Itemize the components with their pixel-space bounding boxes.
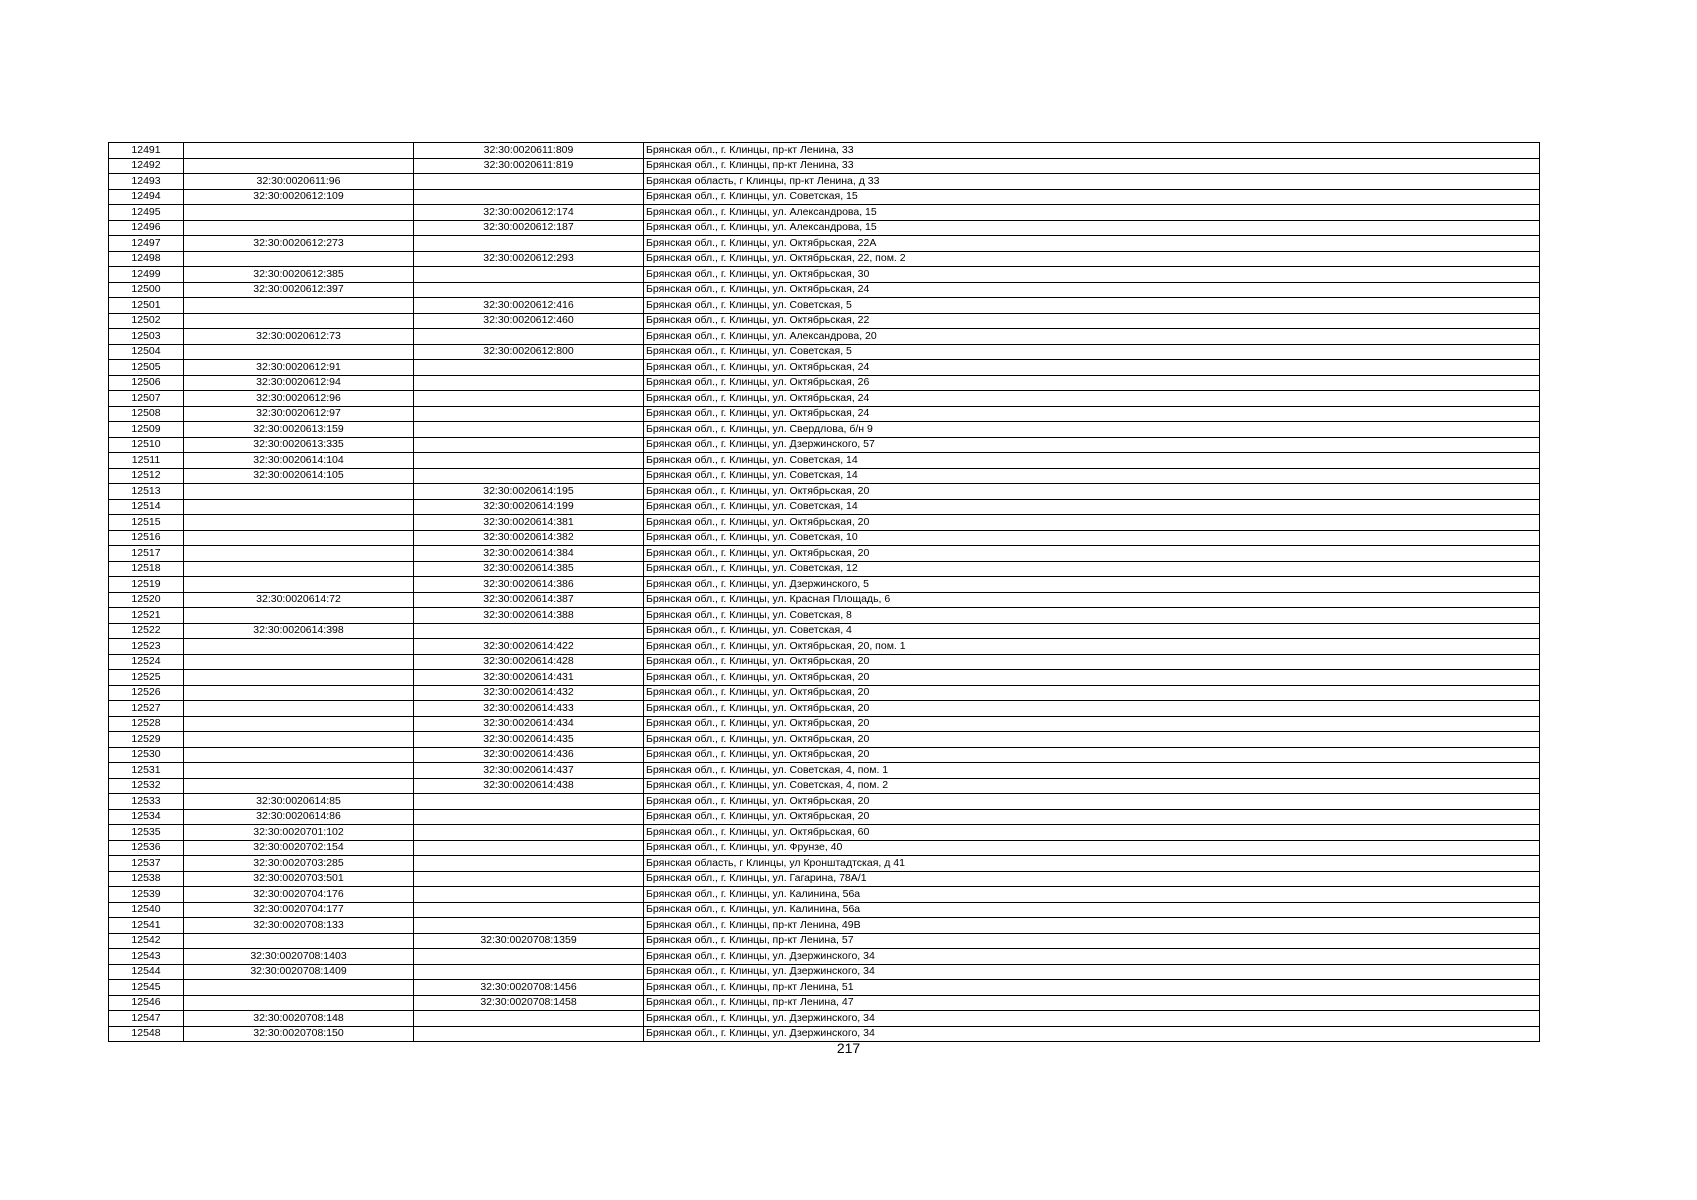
table-row (109, 980, 1540, 996)
cadastral-number-cell: 32:30:0020612:109 (184, 189, 414, 205)
table-row (109, 391, 1540, 407)
address-cell: Брянская обл., г. Клинцы, ул. Советская, 14 (644, 453, 1540, 469)
row-number-cell: 12511 (109, 453, 184, 469)
cadastral-number-cell: 32:30:0020612:96 (184, 391, 414, 407)
cadastral-number-cell (184, 143, 414, 159)
table-row (109, 732, 1540, 748)
cadastral-number-secondary-cell: 32:30:0020614:384 (414, 546, 644, 562)
table-row (109, 623, 1540, 639)
row-number-cell: 12543 (109, 949, 184, 965)
cadastral-number-secondary-cell (414, 189, 644, 205)
row-number-cell: 12495 (109, 205, 184, 221)
table-row (109, 251, 1540, 267)
table-row (109, 763, 1540, 779)
table-row (109, 344, 1540, 360)
cadastral-number-secondary-cell (414, 856, 644, 872)
row-number-cell: 12506 (109, 375, 184, 391)
cadastral-number-cell: 32:30:0020614:72 (184, 592, 414, 608)
address-cell: Брянская обл., г. Клинцы, ул. Александрова, 15 (644, 205, 1540, 221)
table-row (109, 329, 1540, 345)
registry-table (108, 142, 1540, 1042)
cadastral-number-secondary-cell: 32:30:0020708:1458 (414, 995, 644, 1011)
cadastral-number-secondary-cell: 32:30:0020614:438 (414, 778, 644, 794)
cadastral-number-secondary-cell (414, 267, 644, 283)
cadastral-number-cell (184, 608, 414, 624)
cadastral-number-secondary-cell (414, 236, 644, 252)
cadastral-number-secondary-cell: 32:30:0020611:819 (414, 158, 644, 174)
table-row (109, 313, 1540, 329)
row-number-cell: 12547 (109, 1011, 184, 1027)
cadastral-number-cell (184, 747, 414, 763)
table-row (109, 220, 1540, 236)
address-cell: Брянская обл., г. Клинцы, ул. Октябрьская, 22 (644, 313, 1540, 329)
address-cell: Брянская обл., г. Клинцы, ул. Советская, 4, пом. 1 (644, 763, 1540, 779)
row-number-cell: 12498 (109, 251, 184, 267)
cadastral-number-secondary-cell (414, 623, 644, 639)
address-cell: Брянская обл., г. Клинцы, ул. Фрунзе, 40 (644, 840, 1540, 856)
address-cell: Брянская обл., г. Клинцы, ул. Октябрьская, 20 (644, 546, 1540, 562)
cadastral-number-cell (184, 577, 414, 593)
table-row (109, 995, 1540, 1011)
cadastral-number-cell (184, 933, 414, 949)
table-row (109, 468, 1540, 484)
table-row (109, 282, 1540, 298)
address-cell: Брянская обл., г. Клинцы, ул. Красная Площадь, 6 (644, 592, 1540, 608)
address-cell: Брянская обл., г. Клинцы, ул. Октябрьская, 20 (644, 701, 1540, 717)
cadastral-number-cell: 32:30:0020613:159 (184, 422, 414, 438)
cadastral-number-cell: 32:30:0020702:154 (184, 840, 414, 856)
cadastral-number-secondary-cell: 32:30:0020612:460 (414, 313, 644, 329)
cadastral-number-cell (184, 220, 414, 236)
cadastral-number-secondary-cell: 32:30:0020614:432 (414, 685, 644, 701)
row-number-cell: 12530 (109, 747, 184, 763)
cadastral-number-secondary-cell: 32:30:0020708:1359 (414, 933, 644, 949)
table-row (109, 701, 1540, 717)
table-row (109, 143, 1540, 159)
address-cell: Брянская обл., г. Клинцы, ул. Октябрьская, 60 (644, 825, 1540, 841)
cadastral-number-secondary-cell: 32:30:0020614:434 (414, 716, 644, 732)
row-number-cell: 12499 (109, 267, 184, 283)
cadastral-number-cell (184, 515, 414, 531)
cadastral-number-cell (184, 251, 414, 267)
address-cell: Брянская обл., г. Клинцы, ул. Калинина, 56а (644, 887, 1540, 903)
address-cell: Брянская обл., г. Клинцы, ул. Советская, 12 (644, 561, 1540, 577)
cadastral-number-secondary-cell (414, 1011, 644, 1027)
cadastral-number-secondary-cell (414, 964, 644, 980)
row-number-cell: 12539 (109, 887, 184, 903)
address-cell: Брянская обл., г. Клинцы, пр-кт Ленина, 49В (644, 918, 1540, 934)
address-cell: Брянская обл., г. Клинцы, ул. Октябрьская, 20 (644, 732, 1540, 748)
row-number-cell: 12525 (109, 670, 184, 686)
cadastral-number-secondary-cell: 32:30:0020614:436 (414, 747, 644, 763)
address-cell: Брянская обл., г. Клинцы, ул. Октябрьская, 20 (644, 515, 1540, 531)
row-number-cell: 12537 (109, 856, 184, 872)
address-cell: Брянская обл., г. Клинцы, ул. Советская, 15 (644, 189, 1540, 205)
address-cell: Брянская обл., г. Клинцы, ул. Советская, 14 (644, 499, 1540, 515)
row-number-cell: 12519 (109, 577, 184, 593)
row-number-cell: 12540 (109, 902, 184, 918)
cadastral-number-secondary-cell: 32:30:0020614:386 (414, 577, 644, 593)
row-number-cell: 12528 (109, 716, 184, 732)
cadastral-number-cell (184, 158, 414, 174)
row-number-cell: 12545 (109, 980, 184, 996)
row-number-cell: 12505 (109, 360, 184, 376)
table-row (109, 825, 1540, 841)
cadastral-number-cell (184, 654, 414, 670)
cadastral-number-secondary-cell (414, 468, 644, 484)
cadastral-number-secondary-cell: 32:30:0020614:431 (414, 670, 644, 686)
row-number-cell: 12533 (109, 794, 184, 810)
table-row (109, 174, 1540, 190)
cadastral-number-cell: 32:30:0020614:104 (184, 453, 414, 469)
cadastral-number-cell: 32:30:0020708:133 (184, 918, 414, 934)
cadastral-number-cell: 32:30:0020703:285 (184, 856, 414, 872)
row-number-cell: 12496 (109, 220, 184, 236)
table-row (109, 778, 1540, 794)
cadastral-number-secondary-cell: 32:30:0020708:1456 (414, 980, 644, 996)
row-number-cell: 12518 (109, 561, 184, 577)
address-cell: Брянская обл., г. Клинцы, ул. Калинина, 56а (644, 902, 1540, 918)
address-cell: Брянская обл., г. Клинцы, ул. Советская, 5 (644, 344, 1540, 360)
table-row (109, 639, 1540, 655)
address-cell: Брянская обл., г. Клинцы, ул. Октябрьская, 20 (644, 809, 1540, 825)
cadastral-number-secondary-cell: 32:30:0020612:174 (414, 205, 644, 221)
row-number-cell: 12510 (109, 437, 184, 453)
address-cell: Брянская обл., г. Клинцы, пр-кт Ленина, 33 (644, 158, 1540, 174)
table-row (109, 236, 1540, 252)
row-number-cell: 12512 (109, 468, 184, 484)
address-cell: Брянская обл., г. Клинцы, ул. Октябрьская, 24 (644, 406, 1540, 422)
address-cell: Брянская обл., г. Клинцы, ул. Октябрьская, 24 (644, 360, 1540, 376)
address-cell: Брянская обл., г. Клинцы, ул. Дзержинского, 34 (644, 1026, 1540, 1042)
address-cell: Брянская обл., г. Клинцы, ул. Советская, 4, пом. 2 (644, 778, 1540, 794)
address-cell: Брянская обл., г. Клинцы, ул. Советская, 4 (644, 623, 1540, 639)
cadastral-number-cell: 32:30:0020708:1409 (184, 964, 414, 980)
row-number-cell: 12523 (109, 639, 184, 655)
cadastral-number-cell (184, 499, 414, 515)
row-number-cell: 12535 (109, 825, 184, 841)
cadastral-number-secondary-cell: 32:30:0020614:199 (414, 499, 644, 515)
table-row (109, 530, 1540, 546)
table-row (109, 887, 1540, 903)
cadastral-number-secondary-cell: 32:30:0020612:293 (414, 251, 644, 267)
cadastral-number-cell: 32:30:0020708:1403 (184, 949, 414, 965)
row-number-cell: 12538 (109, 871, 184, 887)
table-row (109, 747, 1540, 763)
table-row (109, 499, 1540, 515)
cadastral-number-cell: 32:30:0020614:398 (184, 623, 414, 639)
row-number-cell: 12515 (109, 515, 184, 531)
cadastral-number-cell: 32:30:0020614:105 (184, 468, 414, 484)
table-row (109, 670, 1540, 686)
cadastral-number-secondary-cell (414, 840, 644, 856)
address-cell: Брянская обл., г. Клинцы, ул. Советская, 14 (644, 468, 1540, 484)
address-cell: Брянская обл., г. Клинцы, пр-кт Ленина, 33 (644, 143, 1540, 159)
cadastral-number-cell: 32:30:0020704:177 (184, 902, 414, 918)
address-cell: Брянская обл., г. Клинцы, пр-кт Ленина, 51 (644, 980, 1540, 996)
cadastral-number-cell: 32:30:0020701:102 (184, 825, 414, 841)
table-row (109, 484, 1540, 500)
row-number-cell: 12517 (109, 546, 184, 562)
row-number-cell: 12546 (109, 995, 184, 1011)
row-number-cell: 12501 (109, 298, 184, 314)
cadastral-number-secondary-cell (414, 391, 644, 407)
cadastral-number-cell (184, 298, 414, 314)
cadastral-number-cell: 32:30:0020612:273 (184, 236, 414, 252)
row-number-cell: 12500 (109, 282, 184, 298)
cadastral-number-secondary-cell (414, 887, 644, 903)
cadastral-number-secondary-cell (414, 949, 644, 965)
cadastral-number-cell (184, 484, 414, 500)
cadastral-number-secondary-cell: 32:30:0020614:381 (414, 515, 644, 531)
row-number-cell: 12534 (109, 809, 184, 825)
row-number-cell: 12524 (109, 654, 184, 670)
cadastral-number-cell: 32:30:0020612:91 (184, 360, 414, 376)
cadastral-number-secondary-cell: 32:30:0020614:382 (414, 530, 644, 546)
cadastral-number-cell: 32:30:0020614:85 (184, 794, 414, 810)
row-number-cell: 12508 (109, 406, 184, 422)
cadastral-number-secondary-cell: 32:30:0020612:416 (414, 298, 644, 314)
row-number-cell: 12492 (109, 158, 184, 174)
table-row (109, 406, 1540, 422)
address-cell: Брянская обл., г. Клинцы, ул. Октябрьская, 24 (644, 391, 1540, 407)
table-row (109, 949, 1540, 965)
cadastral-number-secondary-cell (414, 375, 644, 391)
cadastral-number-secondary-cell: 32:30:0020612:800 (414, 344, 644, 360)
cadastral-number-secondary-cell: 32:30:0020614:433 (414, 701, 644, 717)
cadastral-number-secondary-cell (414, 437, 644, 453)
address-cell: Брянская обл., г. Клинцы, ул. Дзержинского, 34 (644, 1011, 1540, 1027)
cadastral-number-cell (184, 561, 414, 577)
cadastral-number-secondary-cell: 32:30:0020612:187 (414, 220, 644, 236)
table-row (109, 453, 1540, 469)
cadastral-number-secondary-cell (414, 422, 644, 438)
address-cell: Брянская обл., г. Клинцы, ул. Октябрьская, 20 (644, 654, 1540, 670)
address-cell: Брянская обл., г. Клинцы, ул. Советская, 5 (644, 298, 1540, 314)
cadastral-number-cell (184, 732, 414, 748)
cadastral-number-cell: 32:30:0020611:96 (184, 174, 414, 190)
cadastral-number-cell: 32:30:0020612:73 (184, 329, 414, 345)
table-row (109, 685, 1540, 701)
table-row (109, 360, 1540, 376)
row-number-cell: 12493 (109, 174, 184, 190)
row-number-cell: 12509 (109, 422, 184, 438)
cadastral-number-secondary-cell (414, 453, 644, 469)
table-row (109, 515, 1540, 531)
address-cell: Брянская обл., г. Клинцы, ул. Советская, 8 (644, 608, 1540, 624)
cadastral-number-secondary-cell (414, 174, 644, 190)
row-number-cell: 12503 (109, 329, 184, 345)
cadastral-number-secondary-cell: 32:30:0020614:422 (414, 639, 644, 655)
cadastral-number-cell (184, 344, 414, 360)
row-number-cell: 12541 (109, 918, 184, 934)
cadastral-number-cell: 32:30:0020614:86 (184, 809, 414, 825)
cadastral-number-cell: 32:30:0020704:176 (184, 887, 414, 903)
cadastral-number-secondary-cell: 32:30:0020611:809 (414, 143, 644, 159)
cadastral-number-cell (184, 701, 414, 717)
cadastral-number-secondary-cell (414, 406, 644, 422)
row-number-cell: 12521 (109, 608, 184, 624)
row-number-cell: 12514 (109, 499, 184, 515)
table-row (109, 422, 1540, 438)
table-row (109, 298, 1540, 314)
address-cell: Брянская обл., г. Клинцы, пр-кт Ленина, 47 (644, 995, 1540, 1011)
table-row (109, 577, 1540, 593)
row-number-cell: 12522 (109, 623, 184, 639)
cadastral-number-secondary-cell: 32:30:0020614:437 (414, 763, 644, 779)
table-row (109, 592, 1540, 608)
cadastral-number-cell: 32:30:0020703:501 (184, 871, 414, 887)
cadastral-number-secondary-cell (414, 918, 644, 934)
cadastral-number-secondary-cell: 32:30:0020614:195 (414, 484, 644, 500)
table-row (109, 375, 1540, 391)
row-number-cell: 12520 (109, 592, 184, 608)
cadastral-number-cell (184, 778, 414, 794)
address-cell: Брянская обл., г. Клинцы, ул. Дзержинского, 57 (644, 437, 1540, 453)
address-cell: Брянская область, г Клинцы, пр-кт Ленина, д 33 (644, 174, 1540, 190)
table-row (109, 654, 1540, 670)
registry-table-body (109, 143, 1540, 1042)
cadastral-number-cell (184, 205, 414, 221)
table-row (109, 561, 1540, 577)
address-cell: Брянская обл., г. Клинцы, ул. Советская, 10 (644, 530, 1540, 546)
address-cell: Брянская обл., г. Клинцы, ул. Александрова, 15 (644, 220, 1540, 236)
cadastral-number-cell: 32:30:0020613:335 (184, 437, 414, 453)
address-cell: Брянская обл., г. Клинцы, ул. Октябрьская, 30 (644, 267, 1540, 283)
row-number-cell: 12529 (109, 732, 184, 748)
address-cell: Брянская обл., г. Клинцы, ул. Александрова, 20 (644, 329, 1540, 345)
cadastral-number-cell: 32:30:0020612:94 (184, 375, 414, 391)
page-number: 217 (836, 1040, 861, 1056)
row-number-cell: 12491 (109, 143, 184, 159)
cadastral-number-secondary-cell: 32:30:0020614:388 (414, 608, 644, 624)
row-number-cell: 12536 (109, 840, 184, 856)
cadastral-number-cell (184, 639, 414, 655)
address-cell: Брянская обл., г. Клинцы, ул. Октябрьская, 20 (644, 794, 1540, 810)
address-cell: Брянская область, г Клинцы, ул Кронштадтская, д 41 (644, 856, 1540, 872)
row-number-cell: 12542 (109, 933, 184, 949)
address-cell: Брянская обл., г. Клинцы, ул. Свердлова, б/н 9 (644, 422, 1540, 438)
cadastral-number-secondary-cell (414, 360, 644, 376)
row-number-cell: 12494 (109, 189, 184, 205)
address-cell: Брянская обл., г. Клинцы, ул. Октябрьская, 20 (644, 670, 1540, 686)
table-row (109, 716, 1540, 732)
row-number-cell: 12504 (109, 344, 184, 360)
table-row (109, 794, 1540, 810)
row-number-cell: 12497 (109, 236, 184, 252)
cadastral-number-cell: 32:30:0020708:148 (184, 1011, 414, 1027)
address-cell: Брянская обл., г. Клинцы, ул. Октябрьская, 22А (644, 236, 1540, 252)
address-cell: Брянская обл., г. Клинцы, ул. Дзержинского, 34 (644, 964, 1540, 980)
table-row (109, 918, 1540, 934)
cadastral-number-secondary-cell (414, 329, 644, 345)
address-cell: Брянская обл., г. Клинцы, ул. Октябрьская, 20 (644, 747, 1540, 763)
cadastral-number-cell (184, 546, 414, 562)
table-row (109, 608, 1540, 624)
row-number-cell: 12527 (109, 701, 184, 717)
address-cell: Брянская обл., г. Клинцы, ул. Октябрьская, 20, пом. 1 (644, 639, 1540, 655)
cadastral-number-secondary-cell: 32:30:0020614:428 (414, 654, 644, 670)
cadastral-number-secondary-cell: 32:30:0020614:387 (414, 592, 644, 608)
cadastral-number-cell (184, 995, 414, 1011)
row-number-cell: 12526 (109, 685, 184, 701)
address-cell: Брянская обл., г. Клинцы, ул. Дзержинского, 5 (644, 577, 1540, 593)
cadastral-number-secondary-cell: 32:30:0020614:385 (414, 561, 644, 577)
address-cell: Брянская обл., г. Клинцы, ул. Гагарина, 78А/1 (644, 871, 1540, 887)
address-cell: Брянская обл., г. Клинцы, ул. Дзержинского, 34 (644, 949, 1540, 965)
row-number-cell: 12513 (109, 484, 184, 500)
address-cell: Брянская обл., г. Клинцы, ул. Октябрьская, 26 (644, 375, 1540, 391)
address-cell: Брянская обл., г. Клинцы, ул. Октябрьская, 20 (644, 484, 1540, 500)
row-number-cell: 12531 (109, 763, 184, 779)
row-number-cell: 12507 (109, 391, 184, 407)
row-number-cell: 12544 (109, 964, 184, 980)
table-row (109, 189, 1540, 205)
table-row (109, 158, 1540, 174)
cadastral-number-cell: 32:30:0020708:150 (184, 1026, 414, 1042)
table-row (109, 1011, 1540, 1027)
table-row (109, 267, 1540, 283)
cadastral-number-secondary-cell (414, 794, 644, 810)
table-row (109, 964, 1540, 980)
cadastral-number-secondary-cell (414, 809, 644, 825)
cadastral-number-cell (184, 530, 414, 546)
row-number-cell: 12532 (109, 778, 184, 794)
address-cell: Брянская обл., г. Клинцы, ул. Октябрьская, 22, пом. 2 (644, 251, 1540, 267)
address-cell: Брянская обл., г. Клинцы, ул. Октябрьская, 20 (644, 685, 1540, 701)
row-number-cell: 12502 (109, 313, 184, 329)
address-cell: Брянская обл., г. Клинцы, ул. Октябрьская, 20 (644, 716, 1540, 732)
cadastral-number-cell (184, 670, 414, 686)
row-number-cell: 12548 (109, 1026, 184, 1042)
cadastral-number-cell: 32:30:0020612:385 (184, 267, 414, 283)
cadastral-number-secondary-cell: 32:30:0020614:435 (414, 732, 644, 748)
row-number-cell: 12516 (109, 530, 184, 546)
cadastral-number-cell (184, 313, 414, 329)
cadastral-number-cell: 32:30:0020612:97 (184, 406, 414, 422)
table-row (109, 933, 1540, 949)
table-row (109, 840, 1540, 856)
cadastral-number-secondary-cell (414, 282, 644, 298)
cadastral-number-cell: 32:30:0020612:397 (184, 282, 414, 298)
table-row (109, 437, 1540, 453)
table-row (109, 205, 1540, 221)
table-row (109, 871, 1540, 887)
cadastral-number-cell (184, 980, 414, 996)
address-cell: Брянская обл., г. Клинцы, ул. Октябрьская, 24 (644, 282, 1540, 298)
cadastral-number-secondary-cell (414, 902, 644, 918)
table-row (109, 856, 1540, 872)
cadastral-number-secondary-cell (414, 825, 644, 841)
table-row (109, 546, 1540, 562)
cadastral-number-cell (184, 716, 414, 732)
cadastral-number-cell (184, 685, 414, 701)
cadastral-number-cell (184, 763, 414, 779)
table-row (109, 902, 1540, 918)
cadastral-number-secondary-cell (414, 871, 644, 887)
address-cell: Брянская обл., г. Клинцы, пр-кт Ленина, 57 (644, 933, 1540, 949)
table-row (109, 809, 1540, 825)
